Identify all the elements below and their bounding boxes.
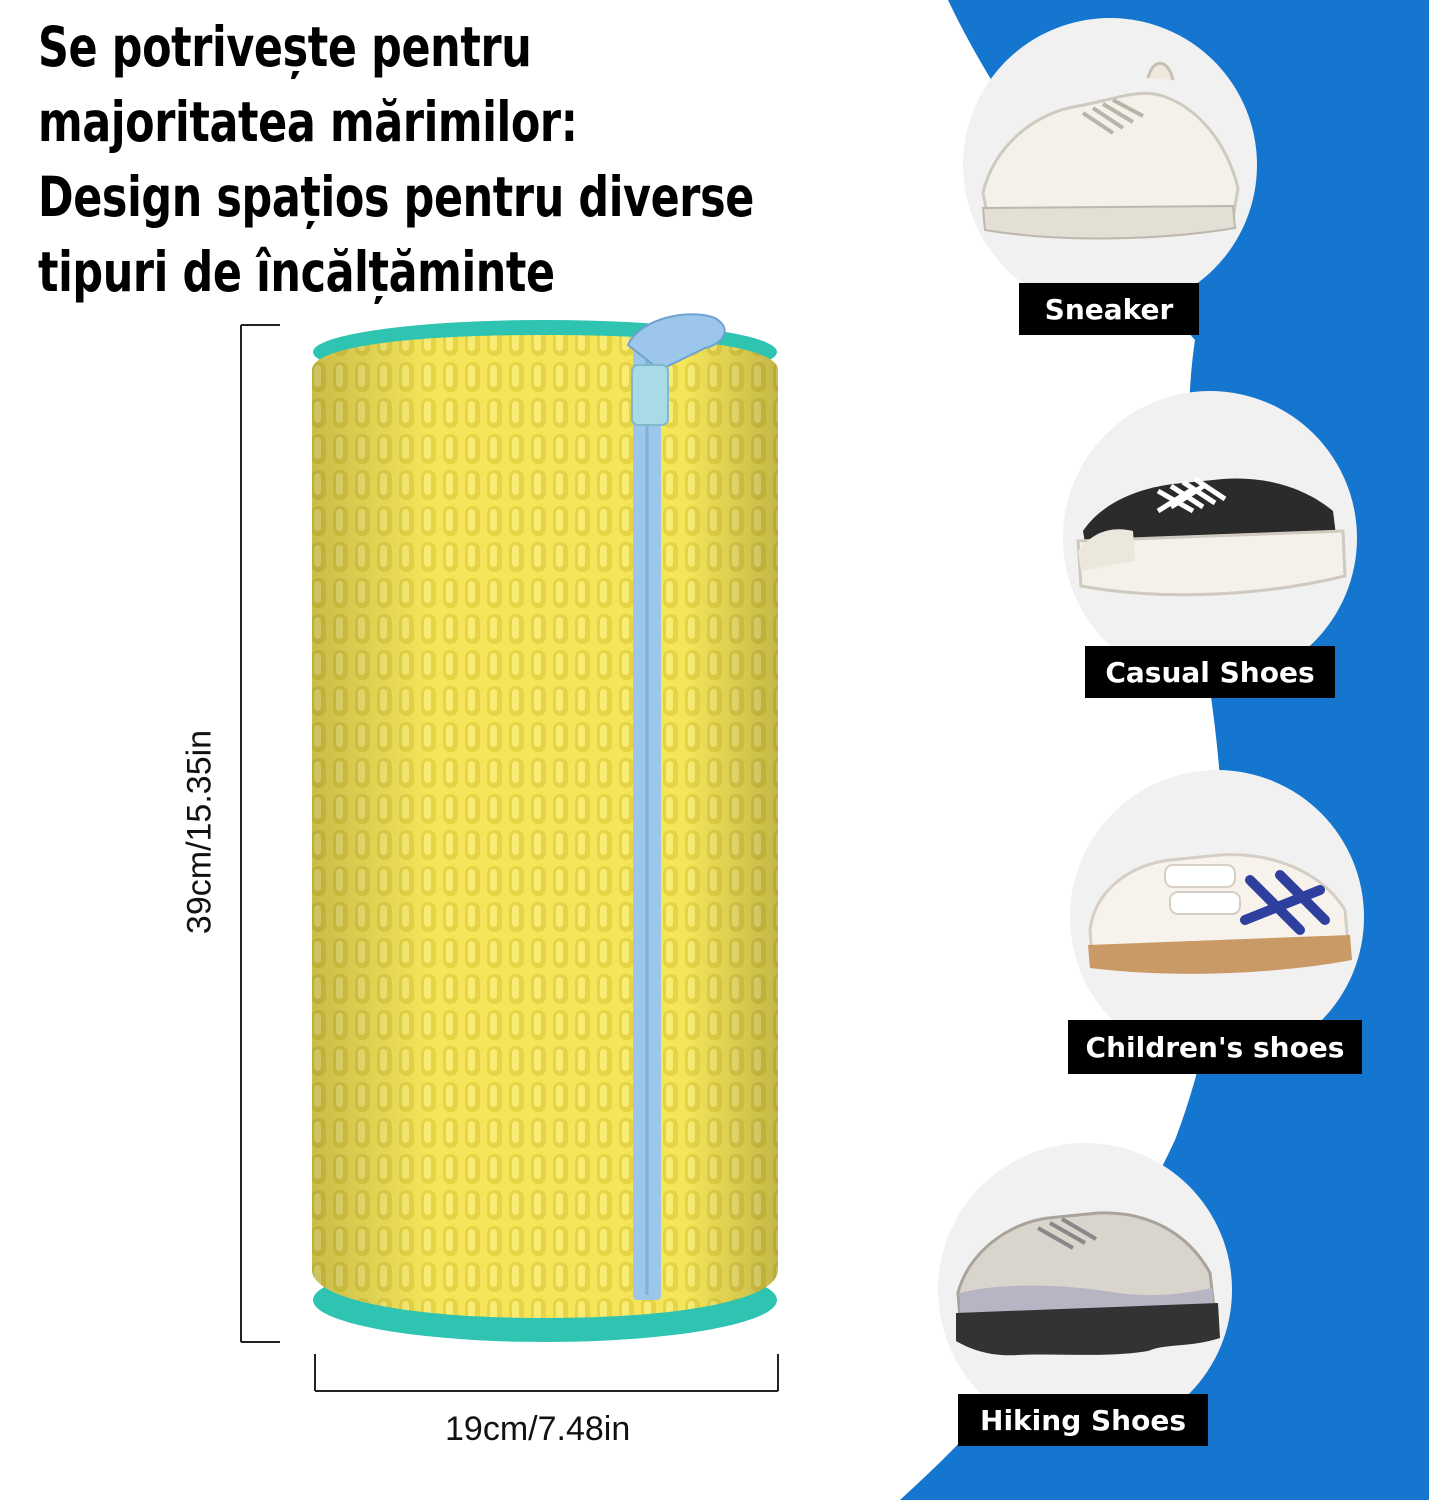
shoe-label-sneaker: Sneaker — [1019, 283, 1199, 335]
headline-line-4: tipuri de încălțăminte — [38, 240, 555, 304]
headline-line-3: Design spațios pentru diverse — [38, 165, 754, 229]
height-dimension-label: 39cm/15.35in — [180, 729, 219, 935]
canvas-shoe-icon — [1063, 391, 1357, 685]
shoe-wash-bag-illustration — [230, 300, 810, 1480]
shoe-label-hiking: Hiking Shoes — [958, 1394, 1208, 1446]
headline-line-2: majoritatea mărimilor: — [38, 90, 578, 154]
width-dimension-label: 19cm/7.48in — [445, 1410, 631, 1448]
headline-line-1: Se potrivește pentru — [38, 15, 532, 79]
shoe-label-children: Children's shoes — [1068, 1020, 1362, 1074]
height-dimension-line — [241, 325, 280, 1342]
white-sneaker-icon — [963, 18, 1257, 312]
hiking-shoe-icon — [938, 1143, 1232, 1437]
shoe-label-casual: Casual Shoes — [1085, 646, 1335, 698]
width-dimension-line — [315, 1354, 778, 1391]
headline — [38, 10, 754, 310]
